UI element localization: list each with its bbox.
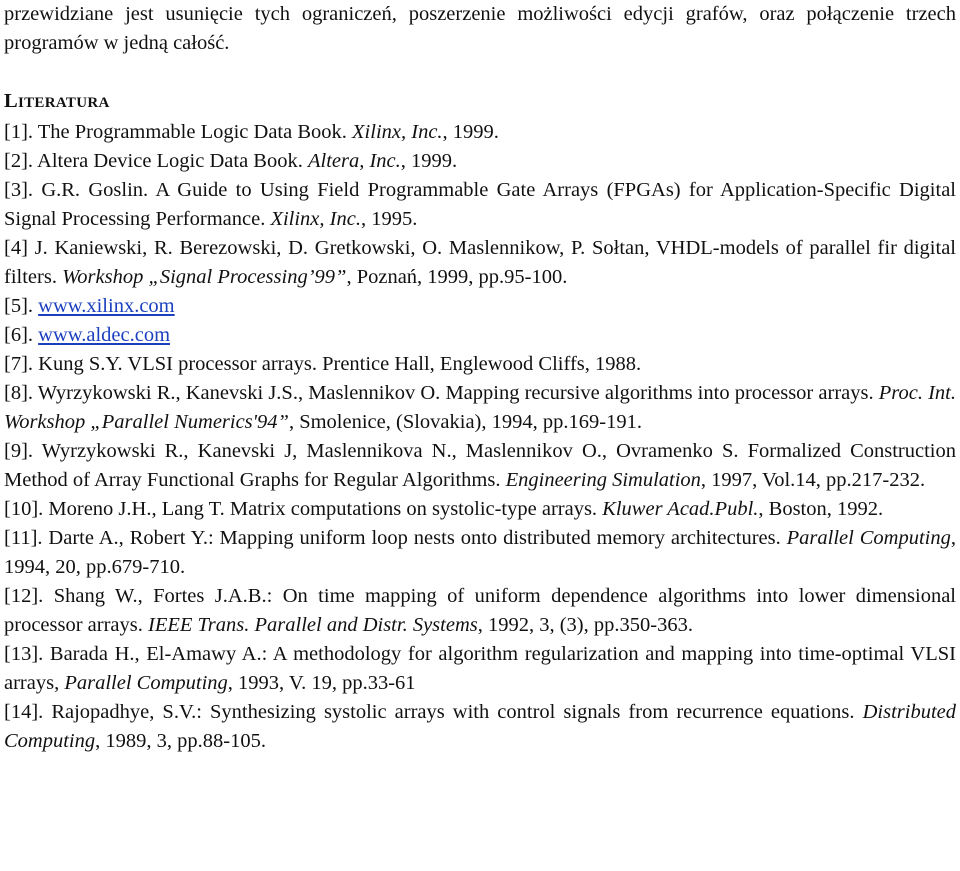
- reference-italic-text: Xilinx, Inc.: [352, 121, 443, 143]
- reference-item: [4, 495, 956, 524]
- reference-italic-text: Parallel Computing: [786, 527, 951, 549]
- reference-italic-text: Distributed Computing: [4, 701, 956, 752]
- reference-item: [4, 524, 956, 582]
- reference-italic-text: Proc. Int. Workshop „Parallel Numerics'94”: [4, 382, 956, 433]
- reference-text: [11]. Darte A., Robert Y.: Mapping uniform loop nests onto distributed memory architectures.: [4, 527, 787, 549]
- reference-text: , 1994, 20, pp.679-710.: [4, 527, 956, 578]
- reference-item: [4, 437, 956, 495]
- reference-item: [4, 350, 956, 379]
- reference-italic-text: Workshop „Signal Processing’99”: [62, 266, 347, 288]
- reference-item: [4, 234, 956, 292]
- reference-item: [4, 698, 956, 756]
- reference-italic-text: Parallel Computing: [64, 672, 228, 694]
- reference-text: , Boston, 1992.: [758, 498, 884, 520]
- reference-text: , Poznań, 1999, pp.95-100.: [346, 266, 568, 288]
- section-heading-initial: L: [4, 90, 18, 112]
- reference-text: [14]. Rajopadhye, S.V.: Synthesizing systolic arrays with control signals from recurrence equations.: [4, 701, 863, 723]
- reference-item: [4, 379, 956, 437]
- reference-text: , 1993, V. 19, pp.33-61: [227, 672, 416, 694]
- reference-text: , 1997, Vol.14, pp.217-232.: [700, 469, 926, 491]
- reference-item: [4, 176, 956, 234]
- reference-text: [4] J. Kaniewski, R. Berezowski, D. Gretkowski, O. Maslennikow, P. Sołtan, VHDL-models of parallel fir digital filters.: [4, 237, 956, 288]
- reference-text: [7]. Kung S.Y. VLSI processor arrays. Prentice Hall, Englewood Cliffs, 1988.: [4, 353, 642, 375]
- reference-text: [10]. Moreno J.H., Lang T. Matrix computations on systolic-type arrays.: [4, 498, 603, 520]
- section-heading-rest: ITERATURA: [17, 95, 110, 111]
- reference-text: [13]. Barada H., El-Amawy A.: A methodology for algorithm regularization and mapping into time-optimal VLSI arrays,: [4, 643, 956, 694]
- reference-item: [4, 292, 956, 321]
- reference-text: [3]. G.R. Goslin. A Guide to Using Field Programmable Gate Arrays (FPGAs) for Application-Specific Digital Signal Processing Performance.: [4, 179, 956, 230]
- reference-text: [12]. Shang W., Fortes J.A.B.: On time mapping of uniform dependence algorithms into lower dimensional processor arrays.: [4, 585, 956, 636]
- reference-link[interactable]: www.aldec.com: [38, 324, 171, 346]
- intro-paragraph: przewidziane jest usunięcie tych ograniczeń, poszerzenie możliwości edycji grafów, oraz połączenie trzech programów w jedną całość.: [4, 3, 956, 54]
- reference-link[interactable]: www.xilinx.com: [38, 295, 175, 317]
- reference-text: , 1989, 3, pp.88-105.: [95, 730, 266, 752]
- reference-text: [2]. Altera Device Logic Data Book.: [4, 150, 308, 172]
- reference-item: [4, 582, 956, 640]
- reference-italic-text: Xilinx, Inc.: [270, 208, 361, 230]
- reference-italic-text: Altera, Inc.: [307, 150, 401, 172]
- reference-text: [6].: [4, 324, 39, 346]
- reference-item: [4, 321, 956, 350]
- reference-text: , Smolenice, (Slovakia), 1994, pp.169-191.: [288, 411, 642, 433]
- reference-item: [4, 118, 956, 147]
- reference-italic-text: Kluwer Acad.Publ.: [602, 498, 759, 520]
- reference-text: [8]. Wyrzykowski R., Kanevski J.S., Maslennikov O. Mapping recursive algorithms into processor arrays.: [4, 382, 879, 404]
- reference-text: [5].: [4, 295, 39, 317]
- reference-text: , 1992, 3, (3), pp.350-363.: [477, 614, 693, 636]
- reference-italic-text: Engineering Simulation: [505, 469, 701, 491]
- reference-item: [4, 147, 956, 176]
- document-page: [4, 0, 956, 756]
- reference-text: [9]. Wyrzykowski R., Kanevski J, Maslennikova N., Maslennikov O., Ovramenko S. Formalized Construction Method of Array Functional Graphs for Regular Algorithms.: [4, 440, 956, 491]
- reference-text: , 1999.: [400, 150, 458, 172]
- reference-text: [1]. The Programmable Logic Data Book.: [4, 121, 353, 143]
- reference-text: , 1999.: [442, 121, 499, 143]
- section-heading: [4, 87, 956, 118]
- reference-list: [4, 118, 956, 756]
- reference-text: , 1995.: [360, 208, 418, 230]
- reference-italic-text: IEEE Trans. Parallel and Distr. Systems: [148, 614, 478, 636]
- reference-item: [4, 640, 956, 698]
